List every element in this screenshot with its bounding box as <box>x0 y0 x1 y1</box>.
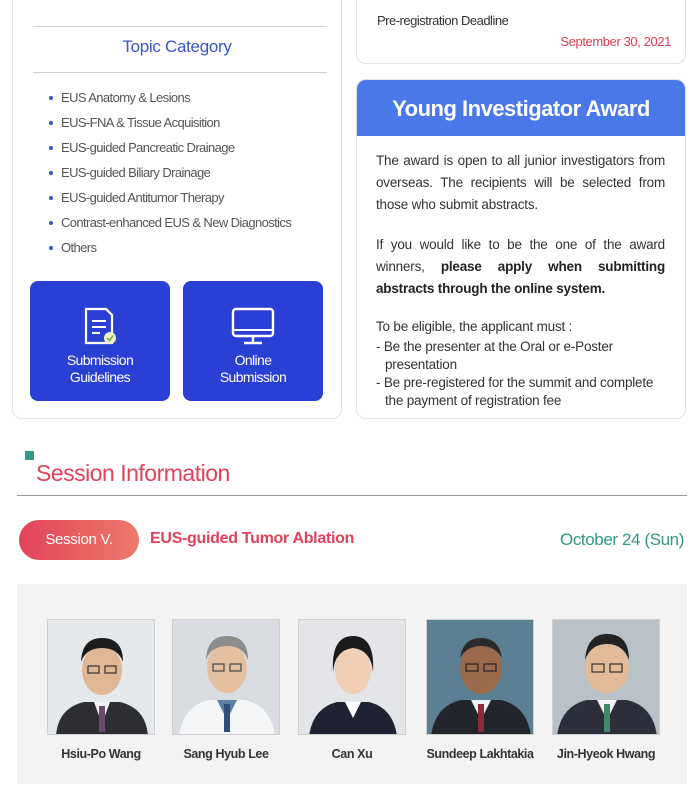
list-item: EUS-guided Antitumor Therapy <box>49 188 291 213</box>
document-check-icon <box>82 307 118 352</box>
speaker-photo <box>552 619 660 735</box>
list-item: EUS-FNA & Tissue Acquisition <box>49 113 291 138</box>
online-submission-button[interactable] <box>183 281 323 401</box>
session-information-title: Session Information <box>36 460 230 486</box>
speaker-card <box>298 619 406 761</box>
online-submission-label: Online Submission <box>219 352 287 385</box>
speaker-photo <box>172 619 280 735</box>
deadline-card <box>356 0 686 64</box>
speaker-name: Hsiu-Po Wang <box>61 747 141 761</box>
monitor-icon <box>231 307 275 352</box>
award-title: Young Investigator Award <box>357 80 685 136</box>
submission-guidelines-label: Submission Guidelines <box>66 352 134 385</box>
award-body <box>357 136 685 410</box>
divider <box>33 72 327 73</box>
speaker-photo <box>47 619 155 735</box>
award-apply-text: If you would like to be the one of the award winners, <box>376 237 665 274</box>
list-item: EUS-guided Biliary Drainage <box>49 163 291 188</box>
speaker-card <box>172 619 280 761</box>
divider <box>33 26 327 27</box>
submission-guidelines-button[interactable] <box>30 281 170 401</box>
speakers-panel <box>17 584 687 784</box>
list-item: EUS Anatomy & Lesions <box>49 88 291 113</box>
section-marker <box>25 451 34 460</box>
award-paragraph: The award is open to all junior investigators from overseas. The recipients will be selected from those who submit abstracts. <box>376 153 665 212</box>
speaker-name: Can Xu <box>331 747 373 761</box>
topic-category-title: Topic Category <box>122 37 232 56</box>
speaker-card <box>426 619 534 761</box>
speaker-card <box>47 619 155 761</box>
eligibility-item: - Be the presenter at the Oral or e-Poster presentation <box>376 339 613 372</box>
award-apply-emphasis: please apply when submitting abstracts through the online system. <box>376 259 665 296</box>
topic-list <box>49 88 291 263</box>
topic-card <box>12 0 342 419</box>
deadline-label: Pre-registration Deadline <box>377 13 509 28</box>
speaker-card <box>552 619 660 761</box>
speaker-name: Sundeep Lakhtakia <box>426 747 534 761</box>
deadline-date: September 30, 2021 <box>560 34 671 49</box>
speaker-name: Sang Hyub Lee <box>183 747 269 761</box>
young-investigator-award-card <box>356 79 686 419</box>
divider <box>17 495 687 496</box>
speaker-photo <box>426 619 534 735</box>
award-paragraph <box>376 234 665 300</box>
speaker-photo <box>298 619 406 735</box>
session-badge: Session V. <box>19 520 139 560</box>
session-date: October 24 (Sun) <box>560 530 684 549</box>
speaker-name: Jin-Hyeok Hwang <box>556 747 656 761</box>
session-topic: EUS-guided Tumor Ablation <box>150 530 355 547</box>
list-item: Contrast-enhanced EUS & New Diagnostics <box>49 213 291 238</box>
list-item: Others <box>49 238 291 263</box>
eligibility-item: - Be pre-registered for the summit and complete the payment of registration fee <box>376 375 654 408</box>
eligibility-intro: To be eligible, the applicant must : <box>376 319 573 334</box>
list-item: EUS-guided Pancreatic Drainage <box>49 138 291 163</box>
